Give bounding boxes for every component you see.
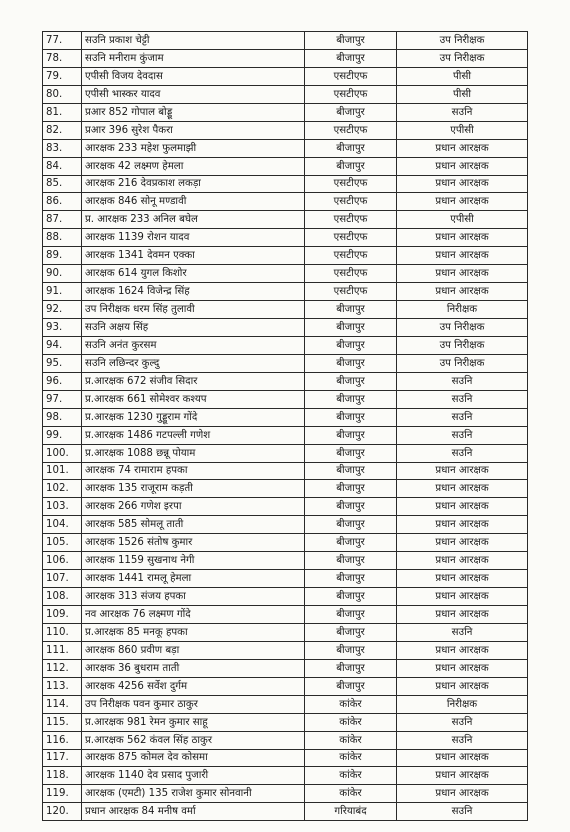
rank-cell: प्रधान आरक्षक [397, 552, 528, 570]
rank-cell: उप निरीक्षक [397, 49, 528, 67]
rank-cell: उप निरीक्षक [397, 336, 528, 354]
serial-number-cell: 113. [43, 677, 82, 695]
serial-number-cell: 85. [43, 175, 82, 193]
rank-cell: सउनि [397, 444, 528, 462]
rank-cell: उप निरीक्षक [397, 354, 528, 372]
place-cell: बीजापुर [305, 157, 397, 175]
place-cell: कांकेर [305, 749, 397, 767]
place-cell: एसटीएफ [305, 211, 397, 229]
place-cell: गरियाबंद [305, 803, 397, 821]
rank-cell: सउनि [397, 372, 528, 390]
rank-cell: एपीसी [397, 121, 528, 139]
serial-number-cell: 96. [43, 372, 82, 390]
place-cell: बीजापुर [305, 516, 397, 534]
serial-number-cell: 100. [43, 444, 82, 462]
serial-number-cell: 92. [43, 301, 82, 319]
table-row [43, 211, 528, 229]
place-cell: बीजापुर [305, 139, 397, 157]
name-cell: आरक्षक 216 देवप्रकाश लकड़ा [82, 175, 305, 193]
name-cell: आरक्षक 860 प्रवीण बड़ा [82, 641, 305, 659]
serial-number-cell: 84. [43, 157, 82, 175]
roster-body [43, 32, 528, 821]
rank-cell: प्रधान आरक्षक [397, 157, 528, 175]
table-row [43, 659, 528, 677]
name-cell: आरक्षक 135 राजूराम कड़ती [82, 480, 305, 498]
rank-cell: निरीक्षक [397, 301, 528, 319]
table-row [43, 623, 528, 641]
rank-cell: प्रधान आरक्षक [397, 749, 528, 767]
name-cell: एपीसी भास्कर यादव [82, 85, 305, 103]
name-cell: आरक्षक 74 रामाराम हपका [82, 462, 305, 480]
serial-number-cell: 108. [43, 588, 82, 606]
rank-cell: प्रधान आरक्षक [397, 659, 528, 677]
place-cell: बीजापुर [305, 103, 397, 121]
table-row [43, 731, 528, 749]
name-cell: सउनि मनीराम कुंजाम [82, 49, 305, 67]
rank-cell: प्रधान आरक्षक [397, 516, 528, 534]
table-row [43, 354, 528, 372]
serial-number-cell: 104. [43, 516, 82, 534]
table-row [43, 49, 528, 67]
serial-number-cell: 90. [43, 265, 82, 283]
serial-number-cell: 112. [43, 659, 82, 677]
place-cell: बीजापुर [305, 390, 397, 408]
serial-number-cell: 109. [43, 606, 82, 624]
serial-number-cell: 98. [43, 408, 82, 426]
table-row [43, 157, 528, 175]
name-cell: प्र.आरक्षक 1088 छन्नू पोयाम [82, 444, 305, 462]
serial-number-cell: 77. [43, 32, 82, 50]
table-row [43, 372, 528, 390]
table-row [43, 336, 528, 354]
place-cell: बीजापुर [305, 552, 397, 570]
serial-number-cell: 79. [43, 67, 82, 85]
name-cell: आरक्षक 313 संजय हपका [82, 588, 305, 606]
name-cell: आरक्षक 36 बुधराम ताती [82, 659, 305, 677]
rank-cell: सउनि [397, 731, 528, 749]
place-cell: बीजापुर [305, 32, 397, 50]
table-row [43, 588, 528, 606]
rank-cell: प्रधान आरक्षक [397, 139, 528, 157]
table-row [43, 498, 528, 516]
name-cell: प्र.आरक्षक 85 मनकू हपका [82, 623, 305, 641]
serial-number-cell: 80. [43, 85, 82, 103]
serial-number-cell: 78. [43, 49, 82, 67]
place-cell: एसटीएफ [305, 229, 397, 247]
rank-cell: एपीसी [397, 211, 528, 229]
name-cell: सउनि प्रकाश चेट्टी [82, 32, 305, 50]
rank-cell: सउनि [397, 426, 528, 444]
place-cell: बीजापुर [305, 623, 397, 641]
serial-number-cell: 117. [43, 749, 82, 767]
serial-number-cell: 114. [43, 695, 82, 713]
name-cell: प्रआर 396 सुरेश पैकरा [82, 121, 305, 139]
rank-cell: प्रधान आरक्षक [397, 767, 528, 785]
serial-number-cell: 99. [43, 426, 82, 444]
rank-cell: निरीक्षक [397, 695, 528, 713]
table-row [43, 606, 528, 624]
name-cell: आरक्षक 1526 संतोष कुमार [82, 534, 305, 552]
place-cell: बीजापुर [305, 498, 397, 516]
rank-cell: प्रधान आरक्षक [397, 480, 528, 498]
rank-cell: उप निरीक्षक [397, 319, 528, 337]
table-row [43, 480, 528, 498]
table-row [43, 193, 528, 211]
promotion-roster-table [42, 31, 528, 821]
place-cell: बीजापुर [305, 677, 397, 695]
name-cell: आरक्षक 1441 रामलू हेमला [82, 570, 305, 588]
rank-cell: प्रधान आरक्षक [397, 606, 528, 624]
name-cell: आरक्षक 266 गणेश इरपा [82, 498, 305, 516]
table-row [43, 390, 528, 408]
place-cell: बीजापुर [305, 336, 397, 354]
rank-cell: प्रधान आरक्षक [397, 247, 528, 265]
place-cell: एसटीएफ [305, 193, 397, 211]
name-cell: आरक्षक 614 युगल किशोर [82, 265, 305, 283]
place-cell: बीजापुर [305, 462, 397, 480]
place-cell: बीजापुर [305, 480, 397, 498]
place-cell: एसटीएफ [305, 175, 397, 193]
rank-cell: प्रधान आरक्षक [397, 641, 528, 659]
table-row [43, 283, 528, 301]
table-row [43, 103, 528, 121]
serial-number-cell: 116. [43, 731, 82, 749]
rank-cell: प्रधान आरक्षक [397, 265, 528, 283]
serial-number-cell: 93. [43, 319, 82, 337]
table-row [43, 121, 528, 139]
table-row [43, 444, 528, 462]
serial-number-cell: 102. [43, 480, 82, 498]
name-cell: आरक्षक 875 कोमल देव कोसमा [82, 749, 305, 767]
place-cell: बीजापुर [305, 319, 397, 337]
serial-number-cell: 119. [43, 785, 82, 803]
table-row [43, 301, 528, 319]
place-cell: बीजापुर [305, 408, 397, 426]
place-cell: बीजापुर [305, 534, 397, 552]
rank-cell: प्रधान आरक्षक [397, 498, 528, 516]
serial-number-cell: 101. [43, 462, 82, 480]
table-row [43, 713, 528, 731]
name-cell: आरक्षक 1139 रोशन यादव [82, 229, 305, 247]
rank-cell: सउनि [397, 103, 528, 121]
name-cell: सउनि लछिन्दर कुल्दु [82, 354, 305, 372]
serial-number-cell: 120. [43, 803, 82, 821]
table-row [43, 85, 528, 103]
table-row [43, 67, 528, 85]
table-row [43, 534, 528, 552]
name-cell: प्र.आरक्षक 672 संजीव सिदार [82, 372, 305, 390]
place-cell: एसटीएफ [305, 121, 397, 139]
rank-cell: सउनि [397, 713, 528, 731]
rank-cell: प्रधान आरक्षक [397, 588, 528, 606]
name-cell: प्र.आरक्षक 562 कंवल सिंह ठाकुर [82, 731, 305, 749]
name-cell: आरक्षक 4256 सर्वेश दुर्गम [82, 677, 305, 695]
table-row [43, 175, 528, 193]
serial-number-cell: 89. [43, 247, 82, 265]
place-cell: एसटीएफ [305, 85, 397, 103]
name-cell: प्र.आरक्षक 981 रेमन कुमार साहू [82, 713, 305, 731]
place-cell: बीजापुर [305, 606, 397, 624]
place-cell: बीजापुर [305, 588, 397, 606]
rank-cell: सउनि [397, 408, 528, 426]
serial-number-cell: 87. [43, 211, 82, 229]
table-row [43, 785, 528, 803]
name-cell: आरक्षक (एमटी) 135 राजेश कुमार सोनवानी [82, 785, 305, 803]
place-cell: कांकेर [305, 713, 397, 731]
name-cell: आरक्षक 585 सोमलू ताती [82, 516, 305, 534]
place-cell: कांकेर [305, 731, 397, 749]
place-cell: कांकेर [305, 785, 397, 803]
name-cell: प्र.आरक्षक 1230 गुड्डूराम गोंदे [82, 408, 305, 426]
table-row [43, 570, 528, 588]
rank-cell: प्रधान आरक्षक [397, 193, 528, 211]
name-cell: सउनि अक्षय सिंह [82, 319, 305, 337]
place-cell: एसटीएफ [305, 247, 397, 265]
rank-cell: प्रधान आरक्षक [397, 175, 528, 193]
place-cell: बीजापुर [305, 49, 397, 67]
place-cell: बीजापुर [305, 641, 397, 659]
table-row [43, 516, 528, 534]
place-cell: कांकेर [305, 767, 397, 785]
rank-cell: प्रधान आरक्षक [397, 785, 528, 803]
serial-number-cell: 97. [43, 390, 82, 408]
table-row [43, 749, 528, 767]
rank-cell: सउनि [397, 390, 528, 408]
table-row [43, 803, 528, 821]
place-cell: एसटीएफ [305, 283, 397, 301]
serial-number-cell: 82. [43, 121, 82, 139]
place-cell: बीजापुर [305, 301, 397, 319]
place-cell: बीजापुर [305, 570, 397, 588]
table-row [43, 265, 528, 283]
serial-number-cell: 103. [43, 498, 82, 516]
serial-number-cell: 105. [43, 534, 82, 552]
table-row [43, 767, 528, 785]
name-cell: प्रधान आरक्षक 84 मनीष वर्मा [82, 803, 305, 821]
rank-cell: प्रधान आरक्षक [397, 570, 528, 588]
serial-number-cell: 95. [43, 354, 82, 372]
serial-number-cell: 83. [43, 139, 82, 157]
table-row [43, 229, 528, 247]
serial-number-cell: 86. [43, 193, 82, 211]
place-cell: कांकेर [305, 695, 397, 713]
name-cell: आरक्षक 233 महेश फुलमाझी [82, 139, 305, 157]
table-row [43, 32, 528, 50]
rank-cell: सउनि [397, 803, 528, 821]
serial-number-cell: 110. [43, 623, 82, 641]
place-cell: एसटीएफ [305, 265, 397, 283]
name-cell: प्र.आरक्षक 661 सोमेश्वर कश्यप [82, 390, 305, 408]
table-row [43, 247, 528, 265]
table-row [43, 462, 528, 480]
place-cell: एसटीएफ [305, 67, 397, 85]
serial-number-cell: 106. [43, 552, 82, 570]
name-cell: आरक्षक 1341 देवमन एक्का [82, 247, 305, 265]
serial-number-cell: 88. [43, 229, 82, 247]
name-cell: आरक्षक 846 सोनू मण्डावी [82, 193, 305, 211]
rank-cell: प्रधान आरक्षक [397, 229, 528, 247]
table-row [43, 552, 528, 570]
name-cell: प्रआर 852 गोपाल बोड्डू [82, 103, 305, 121]
serial-number-cell: 81. [43, 103, 82, 121]
name-cell: आरक्षक 42 लक्ष्मण हेमला [82, 157, 305, 175]
name-cell: आरक्षक 1159 सुखनाथ नेगी [82, 552, 305, 570]
rank-cell: प्रधान आरक्षक [397, 534, 528, 552]
name-cell: प्र. आरक्षक 233 अनिल बघेल [82, 211, 305, 229]
rank-cell: प्रधान आरक्षक [397, 462, 528, 480]
name-cell: उप निरीक्षक धरम सिंह तुलावी [82, 301, 305, 319]
serial-number-cell: 115. [43, 713, 82, 731]
place-cell: बीजापुर [305, 444, 397, 462]
serial-number-cell: 111. [43, 641, 82, 659]
place-cell: बीजापुर [305, 426, 397, 444]
place-cell: बीजापुर [305, 659, 397, 677]
table-row [43, 426, 528, 444]
name-cell: एपीसी विजय देवदास [82, 67, 305, 85]
table-row [43, 695, 528, 713]
serial-number-cell: 118. [43, 767, 82, 785]
table-row [43, 677, 528, 695]
name-cell: आरक्षक 1140 देव प्रसाद पुजारी [82, 767, 305, 785]
name-cell: प्र.आरक्षक 1486 गटपल्ली गणेश [82, 426, 305, 444]
serial-number-cell: 107. [43, 570, 82, 588]
place-cell: बीजापुर [305, 372, 397, 390]
rank-cell: उप निरीक्षक [397, 32, 528, 50]
place-cell: बीजापुर [305, 354, 397, 372]
rank-cell: प्रधान आरक्षक [397, 677, 528, 695]
rank-cell: सउनि [397, 623, 528, 641]
name-cell: उप निरीक्षक पवन कुमार ठाकुर [82, 695, 305, 713]
rank-cell: पीसी [397, 67, 528, 85]
table-row [43, 408, 528, 426]
rank-cell: प्रधान आरक्षक [397, 283, 528, 301]
table-row [43, 319, 528, 337]
table-row [43, 641, 528, 659]
rank-cell: पीसी [397, 85, 528, 103]
name-cell: आरक्षक 1624 विजेन्द्र सिंह [82, 283, 305, 301]
name-cell: नव आरक्षक 76 लक्ष्मण गोंदे [82, 606, 305, 624]
table-row [43, 139, 528, 157]
name-cell: सउनि अनंत कुरसम [82, 336, 305, 354]
serial-number-cell: 91. [43, 283, 82, 301]
serial-number-cell: 94. [43, 336, 82, 354]
